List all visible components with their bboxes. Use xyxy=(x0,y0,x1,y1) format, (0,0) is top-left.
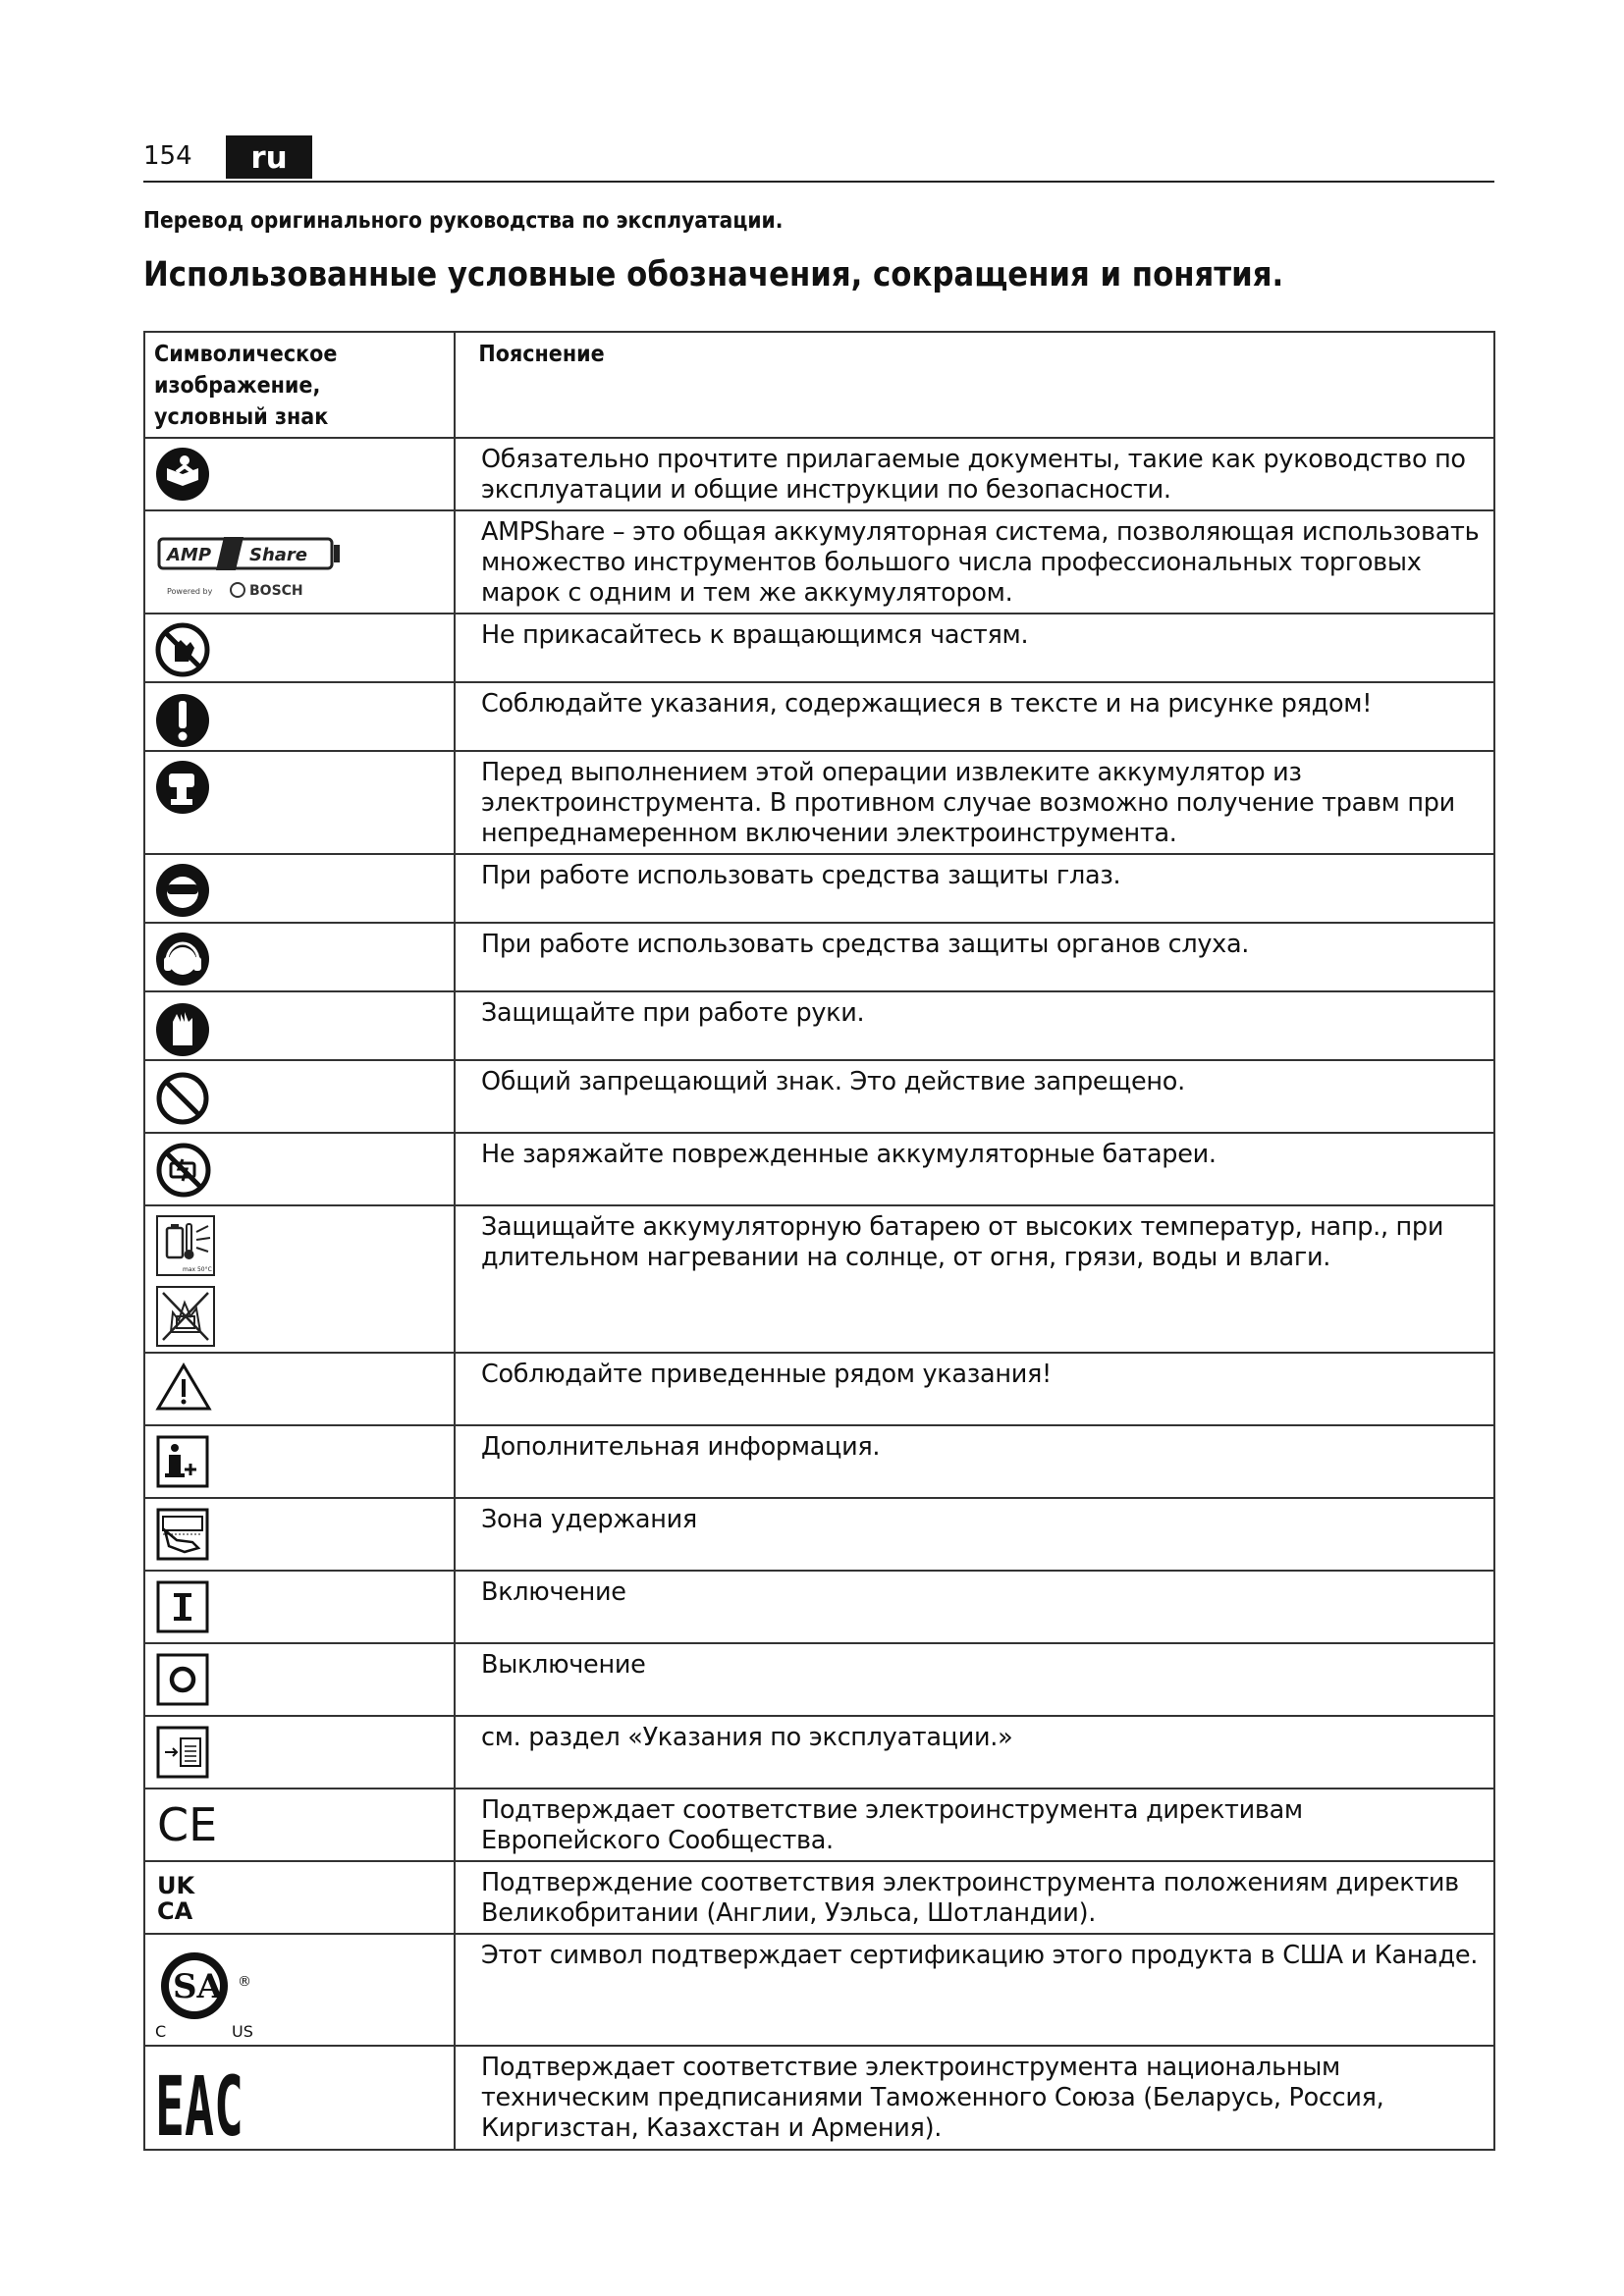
bosch-text: BOSCH xyxy=(249,583,303,599)
remove-battery-icon xyxy=(155,760,210,815)
row-text: Подтверждает соответствие электроинструмента директивам Европейского Сообщества. xyxy=(455,1789,1494,1861)
row-text: Подтверждение соответствия электроинструмента положениям директив Великобритании (Англии, Уэльса, Шотландии). xyxy=(455,1861,1494,1934)
table-row xyxy=(144,1861,1494,1934)
eac-text: EAC xyxy=(155,2058,244,2155)
row-text: Не заряжайте поврежденные аккумуляторные батареи. xyxy=(455,1133,1494,1205)
csa-mark-icon xyxy=(155,1943,263,2041)
csa-registered: ® xyxy=(238,1974,251,1990)
table-row xyxy=(144,1060,1494,1133)
table-row xyxy=(144,854,1494,923)
row-text: Соблюдайте указания, содержащиеся в тексте и на рисунке рядом! xyxy=(455,682,1494,751)
temp-label: max 50°C xyxy=(183,1266,212,1273)
row-text: Зона удержания xyxy=(455,1498,1494,1571)
ce-mark-icon xyxy=(155,1797,218,1851)
row-text: AMPShare – это общая аккумуляторная система, позволяющая использовать множество инструментов большого числа профессиональных торговых марок с одним и тем же аккумулятором. xyxy=(455,510,1494,614)
ce-text: CE xyxy=(157,1798,218,1851)
power-on-icon xyxy=(155,1579,210,1634)
battery-temperature-icon xyxy=(155,1214,218,1348)
table-row xyxy=(144,1353,1494,1425)
no-charge-damaged-battery-icon xyxy=(155,1142,212,1199)
table-row xyxy=(144,2046,1494,2150)
table-row xyxy=(144,1133,1494,1205)
eac-mark-icon xyxy=(155,2055,249,2155)
table-row xyxy=(144,1425,1494,1498)
svg-text:SA: SA xyxy=(173,1967,223,2006)
symbols-table xyxy=(143,331,1495,2155)
csa-us-text: US xyxy=(232,2022,253,2041)
row-text: При работе использовать средства защиты глаз. xyxy=(455,854,1494,923)
row-text: При работе использовать средства защиты органов слуха. xyxy=(455,923,1494,991)
row-text: Обязательно прочтите прилагаемые документы, такие как руководство по эксплуатации и общие инструкции по безопасности. xyxy=(455,438,1494,510)
table-row xyxy=(144,682,1494,751)
table-row xyxy=(144,1643,1494,1716)
gloves-icon xyxy=(155,1000,210,1057)
row-text: Защищайте при работе руки. xyxy=(455,991,1494,1060)
ampshare-logo xyxy=(157,525,344,604)
amp-text: AMP xyxy=(167,545,212,565)
page-number: 154 xyxy=(143,141,192,171)
no-touch-rotating-icon xyxy=(155,622,210,677)
table-row xyxy=(144,1498,1494,1571)
ear-protection-icon xyxy=(155,932,210,987)
col-explanation-header: Пояснение xyxy=(478,342,605,367)
table-row xyxy=(144,1934,1494,2046)
prohibition-icon xyxy=(155,1069,210,1126)
ca-text: CA xyxy=(157,1897,193,1925)
row-text: Выключение xyxy=(455,1643,1494,1716)
table-row xyxy=(144,1789,1494,1861)
row-text: Защищайте аккумуляторную батарею от высоких температур, напр., при длительном нагревании на солнце, от огня, грязи, воды и влаги. xyxy=(455,1205,1494,1353)
row-text: Подтверждает соответствие электроинструмента национальным техническим предписаниями Таможенного Союза (Беларусь, Россия, Киргизстан, Казахстан и Армения). xyxy=(455,2046,1494,2150)
row-text: Дополнительная информация. xyxy=(455,1425,1494,1498)
page-header xyxy=(143,135,1494,183)
col-symbol-header: Символическое изображение, условный знак xyxy=(154,342,338,430)
row-text: Перед выполнением этой операции извлеките аккумулятор из электроинструмента. В противном случае возможно получение травм при непреднамеренном включении электроинструмента. xyxy=(455,751,1494,854)
see-section-icon xyxy=(155,1725,210,1780)
row-text: Не прикасайтесь к вращающимся частям. xyxy=(455,614,1494,682)
share-text: Share xyxy=(249,545,308,565)
table-row xyxy=(144,1716,1494,1789)
eye-protection-icon xyxy=(155,863,210,918)
table-row xyxy=(144,1571,1494,1643)
ukca-mark-icon xyxy=(155,1870,202,1925)
powered-by-text: Powered by xyxy=(167,587,213,596)
attention-icon xyxy=(155,691,210,748)
table-row xyxy=(144,991,1494,1060)
csa-c-text: C xyxy=(155,2022,167,2041)
document-subtitle: Перевод оригинального руководства по эксплуатации. xyxy=(143,208,784,234)
page-title: Использованные условные обозначения, сокращения и понятия. xyxy=(143,255,1284,294)
table-header-row xyxy=(144,332,1494,438)
language-tag: ru xyxy=(226,135,312,179)
grip-zone-icon xyxy=(155,1507,210,1562)
table-row xyxy=(144,438,1494,510)
row-text: Соблюдайте приведенные рядом указания! xyxy=(455,1353,1494,1425)
power-off-icon xyxy=(155,1652,210,1707)
table-row xyxy=(144,510,1494,614)
row-text: см. раздел «Указания по эксплуатации.» xyxy=(455,1716,1494,1789)
read-manual-icon xyxy=(155,447,210,502)
uk-text: UK xyxy=(157,1872,195,1899)
row-text: Общий запрещающий знак. Это действие запрещено. xyxy=(455,1060,1494,1133)
row-text: Этот символ подтверждает сертификацию этого продукта в США и Канаде. xyxy=(455,1934,1494,2046)
table-row xyxy=(144,923,1494,991)
info-icon xyxy=(155,1434,210,1489)
row-text: Включение xyxy=(455,1571,1494,1643)
table-row xyxy=(144,751,1494,854)
warning-triangle-icon xyxy=(155,1362,212,1413)
table-row xyxy=(144,1205,1494,1353)
table-row xyxy=(144,614,1494,682)
